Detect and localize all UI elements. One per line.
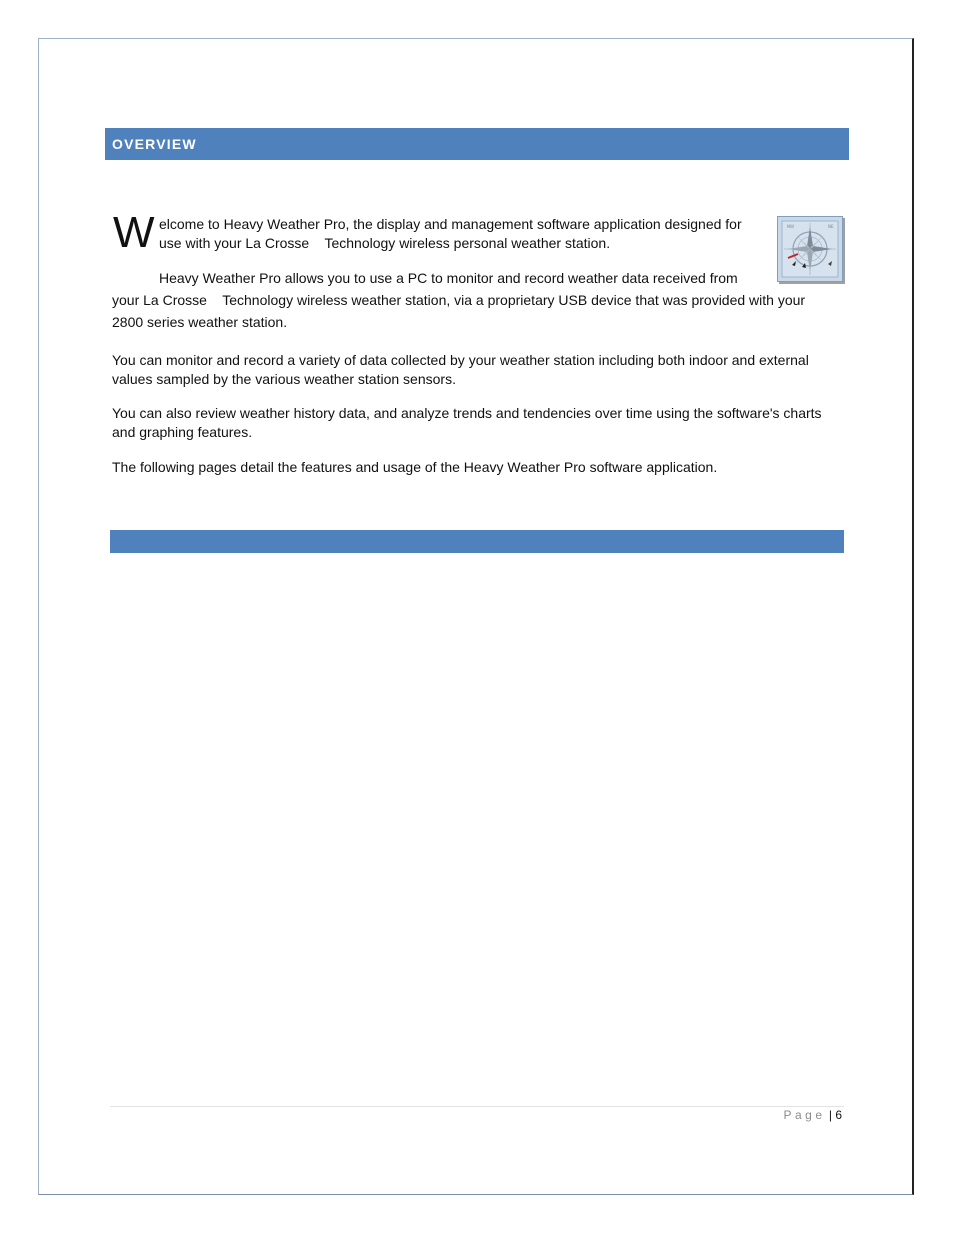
section-heading: OVERVIEW bbox=[112, 136, 197, 152]
paragraph-5-line-1: The following pages detail the features and usage of the Heavy Weather Pro software application. bbox=[112, 459, 718, 475]
empty-heading-bar bbox=[110, 530, 844, 553]
intro-line-2: use with your La Crosse Technology wireless personal weather station. bbox=[159, 235, 611, 251]
footer-page-label: Page bbox=[783, 1108, 826, 1122]
paragraph-3-line-1: You can monitor and record a variety of data collected by your weather station including both indoor and external bbox=[112, 352, 809, 368]
footer-divider bbox=[110, 1106, 844, 1107]
page-footer bbox=[783, 1108, 842, 1122]
intro-line-1: elcome to Heavy Weather Pro, the display and management software application designed for bbox=[159, 216, 742, 232]
paragraph-4-line-1: You can also review weather history data, and analyze trends and tendencies over time using the software's charts bbox=[112, 405, 822, 421]
footer-page-number: 6 bbox=[835, 1108, 842, 1122]
intro-dropcap: W bbox=[113, 208, 155, 257]
paragraph-3-line-2: values sampled by the various weather station sensors. bbox=[112, 371, 456, 387]
paragraph-2-line-1: Heavy Weather Pro allows you to use a PC to monitor and record weather data received from bbox=[159, 270, 738, 286]
paragraph-2-line-2: your La Crosse Technology wireless weather station, via a proprietary USB device that was provided with your bbox=[112, 292, 806, 308]
footer-separator: | bbox=[828, 1108, 832, 1122]
page-frame bbox=[38, 38, 914, 1195]
svg-text:NW: NW bbox=[787, 224, 794, 229]
compass-rose-icon bbox=[777, 216, 843, 282]
section-heading-bar bbox=[105, 128, 849, 160]
paragraph-2-line-3: 2800 series weather station. bbox=[112, 314, 288, 330]
svg-text:NE: NE bbox=[828, 224, 834, 229]
paragraph-4-line-2: and graphing features. bbox=[112, 424, 253, 440]
